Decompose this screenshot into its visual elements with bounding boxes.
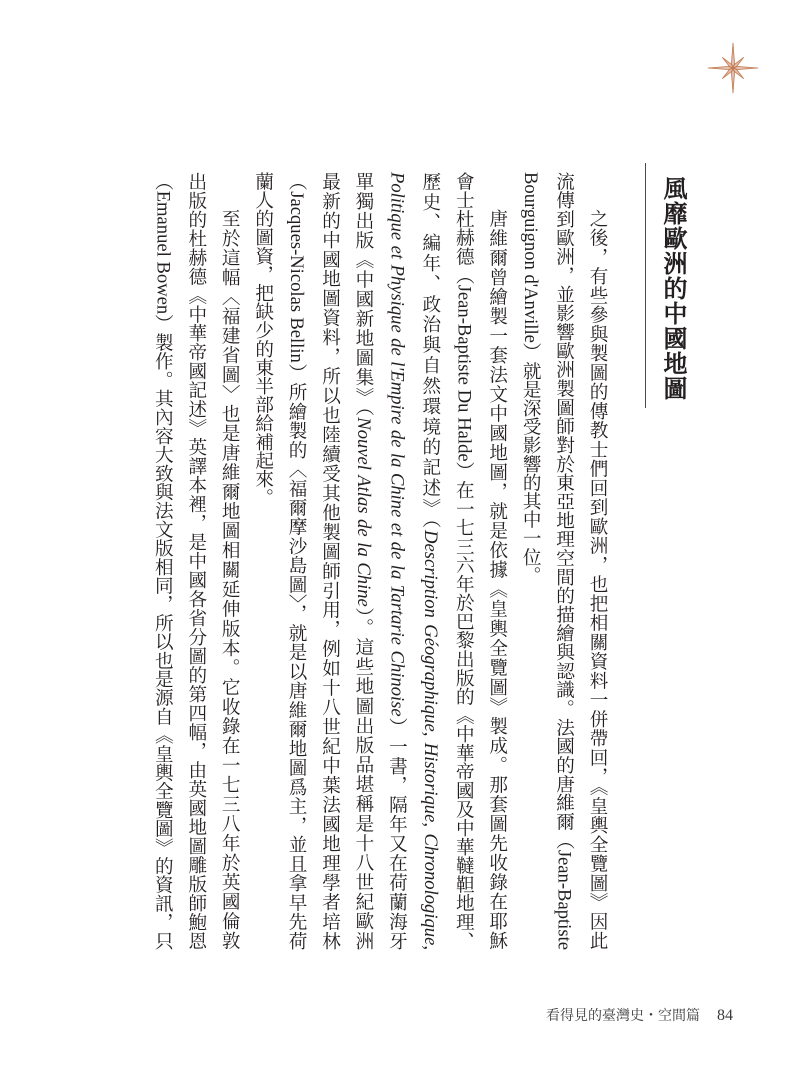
text-run: 蘭人的圖資，把缺少的東半部給補起來。 [252,172,274,507]
text-run: 至於這幅〈福建省圖〉也是唐維爾地圖相關延伸版本。它收錄在一七三八年於英國倫敦 [219,209,241,950]
body-text [146,172,614,950]
italic-title-run: Politique et Physique de l'Empire de la Chine et de la Tartarie Chinoise [386,172,408,717]
text-column [213,172,246,950]
text-run: 歷史、編年、政治與自然環境的記述》（ [419,172,441,531]
title-rule [645,163,646,408]
text-column [480,172,513,950]
text-column [146,172,179,950]
text-column [380,172,413,950]
text-column [447,172,480,950]
text-column [280,172,313,950]
text-run: （Emanuel Bowen）製作。其內容大致與法文版相同，所以也是源自《皇輿全覽圖》的資訊，只 [152,172,174,950]
text-run: 唐維爾曾繪製一套法文中國地圖，就是依據《皇輿全覽圖》製成。那套圖先收錄在耶穌 [486,209,508,950]
text-run: ）。這些地圖出版品堪稱是十八世紀歐洲 [352,606,374,951]
text-run: 之後，有些參與製圖的傳教士們回到歐洲，也把相關資料一併帶回，《皇輿全覽圖》因此 [587,209,608,950]
text-column [246,172,279,950]
running-book-title: 看得見的臺灣史・空間篇 [546,1009,700,1024]
text-column [313,172,346,950]
compass-star-icon [701,36,765,100]
text-run: 流傳到歐洲，並影響歐洲製圖師對於東亞地理空間的描繪與認識。法國的唐維爾（Jean-Baptiste [553,172,575,950]
section-title: 風靡歐洲的中國地圖 [659,176,686,401]
text-column [179,172,212,950]
text-column [413,172,446,950]
text-run: Bourguignon d'Anville）就是深受影響的其中一位。 [520,172,542,585]
text-run: （Jacques-Nicolas Bellin）所繪製的〈福爾摩沙島圖〉，就是以唐維爾地圖爲主，並且拿早先荷 [286,172,308,950]
text-run: 出版的杜赫德《中華帝國記述》英譯本裡，是中國各省分圖的第四幅，由英國地圖雕版師鮑恩 [185,172,207,950]
text-column [347,172,380,950]
text-run: ）一書，隔年又在荷蘭海牙 [386,716,408,950]
text-run: 會士杜赫德（Jean-Baptiste Du Halde）在一七三六年於巴黎出版的《中華帝國及中華韃靼地理、 [453,172,475,950]
italic-title-run: Nouvel Atlas de la Chine [352,417,374,607]
italic-title-run: Description Géographique, Historique, Chronologique, [419,530,441,950]
text-run: 最新的中國地圖資料，所以也陸續受其他製圖師引用，例如十八世紀中葉法國地理學者培林 [319,172,341,950]
text-column [514,172,547,950]
text-column [547,172,580,950]
text-run: 單獨出版《中國新地圖集》（ [352,172,374,418]
page-number: 84 [717,1007,733,1024]
text-column [581,172,614,950]
